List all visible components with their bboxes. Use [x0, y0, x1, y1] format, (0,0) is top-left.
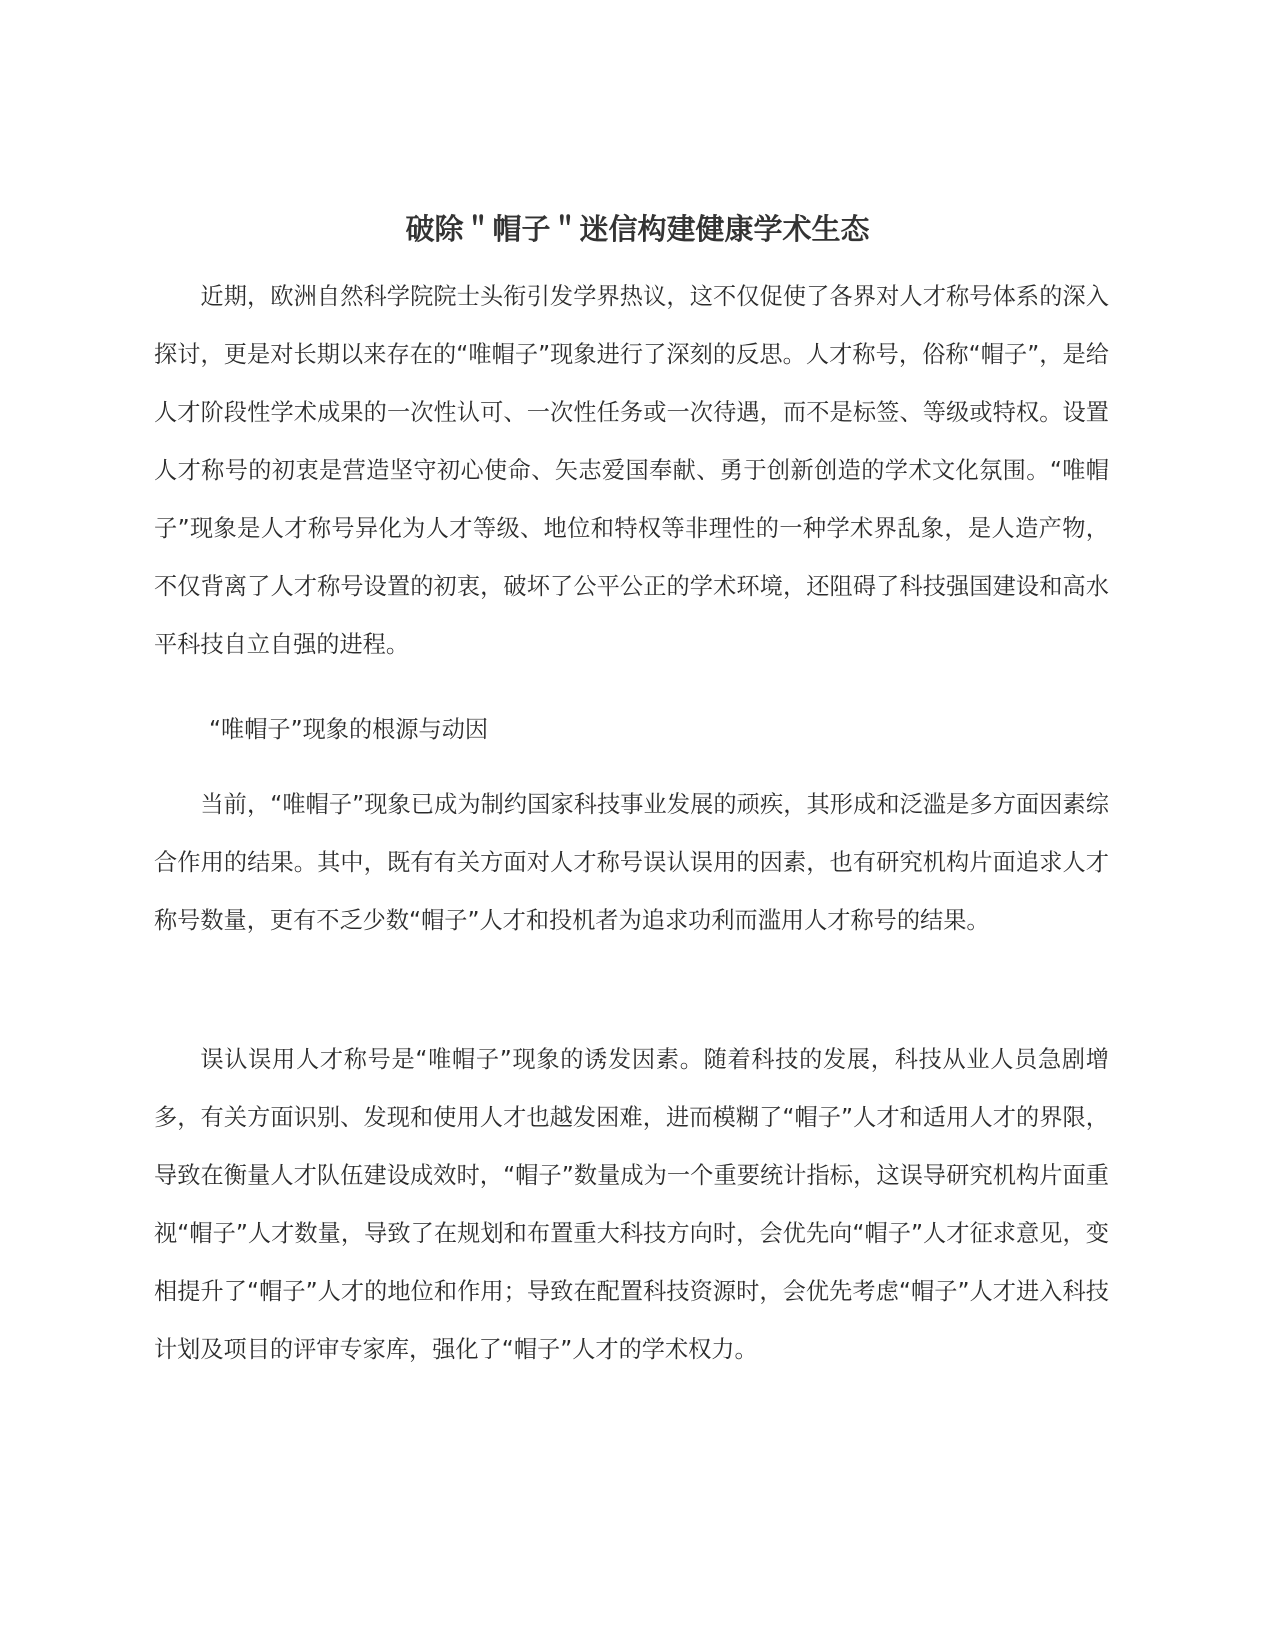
paragraph-block-1 — [154, 268, 1109, 674]
section-subheading: “唯帽子”现象的根源与动因 — [209, 716, 489, 743]
subheading-block-1 — [154, 701, 1109, 759]
paragraph-block-2 — [154, 776, 1109, 950]
paragraph-block-3 — [154, 1031, 1109, 1379]
paragraph-2: 当前，“唯帽子”现象已成为制约国家科技事业发展的顽疾，其形成和泛滥是多方面因素综合作用的结果。其中，既有有关方面对人才称号误认误用的因素，也有研究机构片面追求人才称号数量，更有不乏少数“帽子”人才和投机者为追求功利而滥用人才称号的结果。 — [154, 791, 1109, 934]
document-title: 破除＂帽子＂迷信构建健康学术生态 — [405, 212, 870, 247]
paragraph-1: 近期，欧洲自然科学院院士头衔引发学界热议，这不仅促使了各界对人才称号体系的深入探讨，更是对长期以来存在的“唯帽子”现象进行了深刻的反思。人才称号，俗称“帽子”，是给人才阶段性学术成果的一次性认可、一次性任务或一次待遇，而不是标签、等级或特权。设置人才称号的初衷是营造坚守初心使命、矢志爱国奉献、勇于创新创造的学术文化氛围。“唯帽子”现象是人才称号异化为人才等级、地位和特权等非理性的一种学术界乱象，是人造产物，不仅背离了人才称号设置的初衷，破坏了公平公正的学术环境，还阻碍了科技强国建设和高水平科技自立自强的进程。 — [154, 283, 1109, 658]
paragraph-3: 误认误用人才称号是“唯帽子”现象的诱发因素。随着科技的发展，科技从业人员急剧增多，有关方面识别、发现和使用人才也越发困难，进而模糊了“帽子”人才和适用人才的界限，导致在衡量人才队伍建设成效时，“帽子”数量成为一个重要统计指标，这误导研究机构片面重视“帽子”人才数量，导致了在规划和布置重大科技方向时，会优先向“帽子”人才征求意见，变相提升了“帽子”人才的地位和作用；导致在配置科技资源时，会优先考虑“帽子”人才进入科技计划及项目的评审专家库，强化了“帽子”人才的学术权力。 — [154, 1046, 1109, 1363]
